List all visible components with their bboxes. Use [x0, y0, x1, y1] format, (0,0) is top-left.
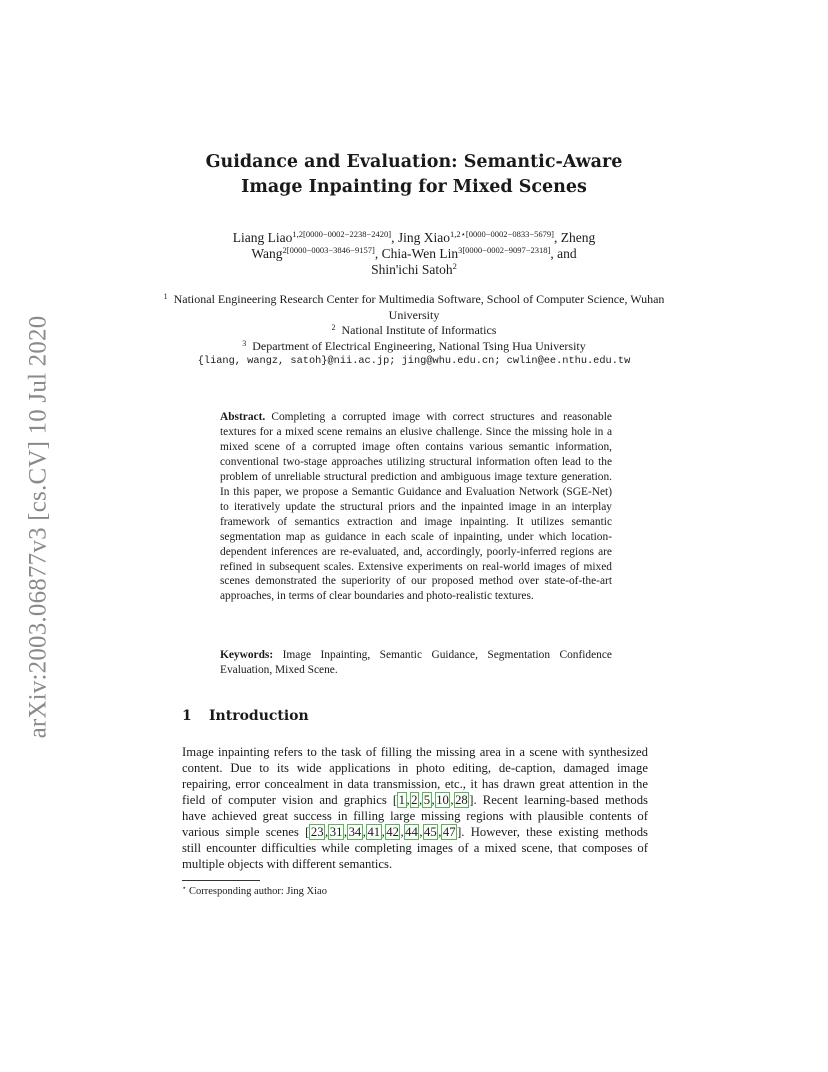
title-line-1: Guidance and Evaluation: Semantic-Aware	[205, 152, 623, 172]
section-title: Introduction	[209, 708, 309, 724]
affiliation-text: National Engineering Research Center for Multimedia Software, School of Computer Science, Wuhan University	[173, 292, 665, 322]
affiliation-item	[160, 292, 668, 323]
section-number: 1	[182, 708, 192, 724]
citation-link[interactable]: 47	[442, 825, 456, 839]
affiliation-marker: 2	[331, 323, 336, 332]
citation-group: 1 , 2 , 5 , 10 , 28	[398, 793, 468, 807]
abstract-label: Abstract.	[220, 411, 266, 423]
citation-link[interactable]: 41	[367, 825, 381, 839]
author-name: Shin'ichi Satoh	[371, 262, 453, 277]
citation-link[interactable]: 31	[329, 825, 343, 839]
citation-link[interactable]: 10	[436, 793, 449, 807]
intro-text: Image inpainting refers to the task of filling the missing area in a scene with synthesized content. Due to its wide applications in photo editing, de-caption, damaged image repairing, error concealment in data transmission, etc., it has drawn great attention in the field of computer vision and graphics [	[182, 745, 648, 807]
author-separator: ,	[391, 230, 398, 245]
intro-text: ]. Recent learning-based methods have achieved great success in filling large missing regions with plausible contents of various simple scenes [	[182, 793, 648, 839]
author-separator: , and	[550, 246, 577, 261]
author-affiliation-marker: 1,2⋆[0000−0002−0833−5679]	[449, 229, 554, 239]
affiliation-text: Department of Electrical Engineering, National Tsing Hua University	[252, 338, 586, 353]
footnote-divider	[182, 880, 260, 881]
author-affiliation-marker: 1,2[0000−0002−2238−2420]	[292, 229, 392, 239]
author-name: Jing Xiao	[397, 230, 450, 245]
keywords-text: Image Inpainting, Semantic Guidance, Segmentation Confidence Evaluation, Mixed Scene.	[220, 649, 612, 676]
affiliation-marker: 3	[242, 338, 247, 348]
citation-link[interactable]: 45	[424, 825, 437, 839]
citation-link[interactable]: 28	[455, 793, 468, 807]
citation-link[interactable]: 23	[310, 825, 324, 839]
arxiv-identifier-text: arXiv:2003.06877v3 [cs.CV] 10 Jul 2020	[24, 315, 52, 739]
abstract	[220, 410, 612, 604]
title-line-2: Image Inpainting for Mixed Scenes	[241, 177, 587, 197]
abstract-text: Completing a corrupted image with correct structures and reasonable textures for a mixed scene remains an elusive challenge. Since the missing hole in a mixed scene of a corrupted image often contains various semantic information, conventional two-stage approaches utilizing structural information often lead to the problem of unreliable structural prediction and ambiguous image texture generation. In this paper, we propose a Semantic Guidance and Evaluation Network (SGE-Net) to iteratively update the structural priors and the inpainted image in an interplay framework of semantics extraction and image inpainting. It utilizes semantic segmentation map as guidance in each scale of inpainting, under which location-dependent inferences are re-evaluated, and, accordingly, poorly-inferred regions are refined in subsequent scales. Extensive experiments on real-world images of mixed scenes demonstrated the superiority of our proposed method over state-of-the-art approaches, in terms of clear boundaries and photo-realistic textures.	[220, 411, 612, 603]
author-affiliation-marker: 2	[452, 261, 457, 271]
footnote-marker: ⋆	[182, 884, 187, 892]
author-affiliation-marker: 3[0000−0002−9097−2318]	[458, 245, 551, 255]
citation-link[interactable]: 5	[423, 793, 431, 807]
citation-link[interactable]: 2	[411, 793, 418, 807]
affiliation-text: National Institute of Informatics	[341, 323, 497, 337]
author-name: Liang Liao	[232, 230, 293, 245]
arxiv-identifier	[14, 292, 62, 762]
citation-link[interactable]: 34	[348, 825, 362, 839]
citation-link[interactable]: 44	[405, 825, 418, 839]
keywords-label: Keywords:	[220, 649, 274, 661]
author-name: Zheng Wang	[251, 230, 596, 261]
introduction-paragraph	[182, 744, 648, 872]
affiliation-marker: 1	[163, 292, 168, 301]
intro-text: ]. However, these existing methods still encounter difficulties while completing images of a mixed scene, that composes of multiple objects with different semantics.	[182, 825, 648, 871]
affiliation-item	[160, 323, 668, 339]
affiliations	[160, 292, 668, 370]
citation-link[interactable]: 42	[386, 825, 399, 839]
author-name: Chia-Wen Lin	[381, 246, 459, 261]
footnote-text: Corresponding author: Jing Xiao	[189, 886, 327, 897]
author-emails: {liang, wangz, satoh}@nii.ac.jp; jing@whu.edu.cn; cwlin@ee.nthu.edu.tw	[197, 355, 631, 367]
paper-title	[150, 150, 678, 200]
section-heading	[182, 706, 309, 726]
author-affiliation-marker: 2[0000−0003−3846−9157]	[282, 245, 375, 255]
author-separator: ,	[374, 246, 382, 261]
citation-group: 23 , 31 , 34 , 41 , 42 , 44 , 45 , 47	[310, 825, 456, 839]
keywords	[220, 648, 612, 678]
author-list	[180, 230, 648, 278]
citation-link[interactable]: 1	[398, 793, 405, 807]
affiliation-item	[160, 339, 668, 355]
footnote	[182, 885, 327, 899]
author-separator: ,	[553, 230, 561, 245]
